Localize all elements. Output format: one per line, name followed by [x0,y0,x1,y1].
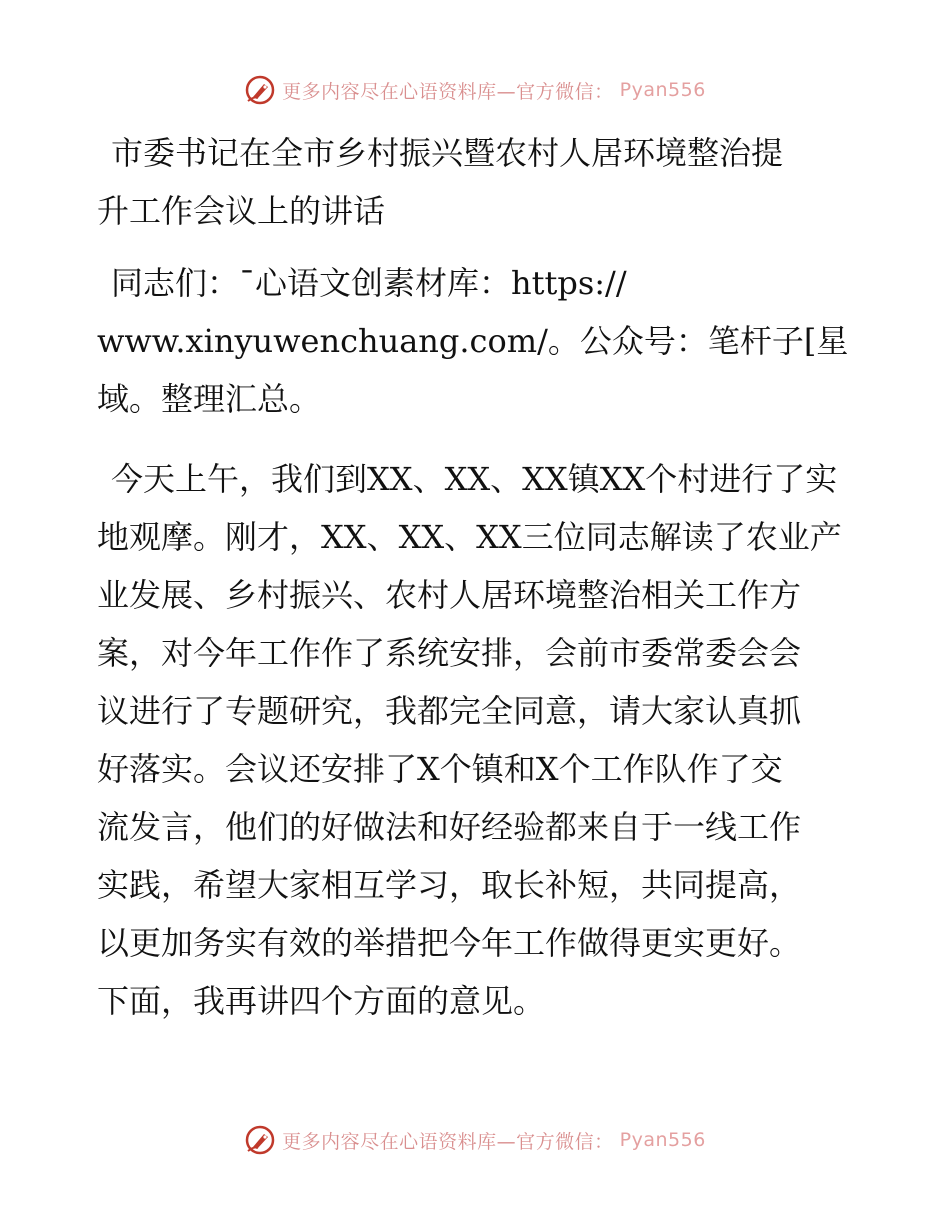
source-line-2: www.xinyuwenchuang.com/。公众号：笔杆子[星 [97,322,849,360]
body-line: 业发展、乡村振兴、农村人居环境整治相关工作方 [97,576,802,614]
body-line: 流发言，他们的好做法和好经验都来自于一线工作 [97,808,802,846]
body-line: 案，对今年工作作了系统安排，会前市委常委会会 [97,634,802,672]
watermark-banner-bottom [0,1124,950,1156]
body-line: 下面，我再讲四个方面的意见。 [97,982,546,1020]
document-body [97,124,857,1030]
watermark-banner-top [0,74,950,106]
salutation-line [97,254,857,312]
source-line-3: 域。整理汇总。 [97,380,322,418]
body-paragraph [97,450,857,1030]
watermark-text: 更多内容尽在心语资料库—官方微信： [282,1130,614,1153]
title-line-1: 市委书记在全市乡村振兴暨农村人居环境整治提 [111,134,784,172]
salutation: 同志们： [111,264,240,302]
watermark-handle: Pyan556 [619,1129,706,1151]
document-title [97,124,857,240]
salutation-paragraph [97,254,857,428]
title-line-2: 升工作会议上的讲话 [97,192,386,230]
watermark-text: 更多内容尽在心语资料库—官方微信： [282,80,614,103]
body-line: 今天上午，我们到XX、XX、XX镇XX个村进行了实 [111,460,838,498]
pen-nib-circle-icon [244,74,276,106]
body-line: 好落实。会议还安排了X个镇和X个工作队作了交 [97,750,783,788]
source-line-1: ¯心语文创素材库：https:// [239,264,627,302]
body-line: 以更加务实有效的举措把今年工作做得更实更好。 [97,924,802,962]
pen-nib-circle-icon [244,1124,276,1156]
body-line: 地观摩。刚才，XX、XX、XX三位同志解读了农业产 [97,518,842,556]
body-line: 议进行了专题研究，我都完全同意，请大家认真抓 [97,692,802,730]
body-line: 实践，希望大家相互学习，取长补短，共同提高， [97,866,802,904]
watermark-handle: Pyan556 [619,79,706,101]
